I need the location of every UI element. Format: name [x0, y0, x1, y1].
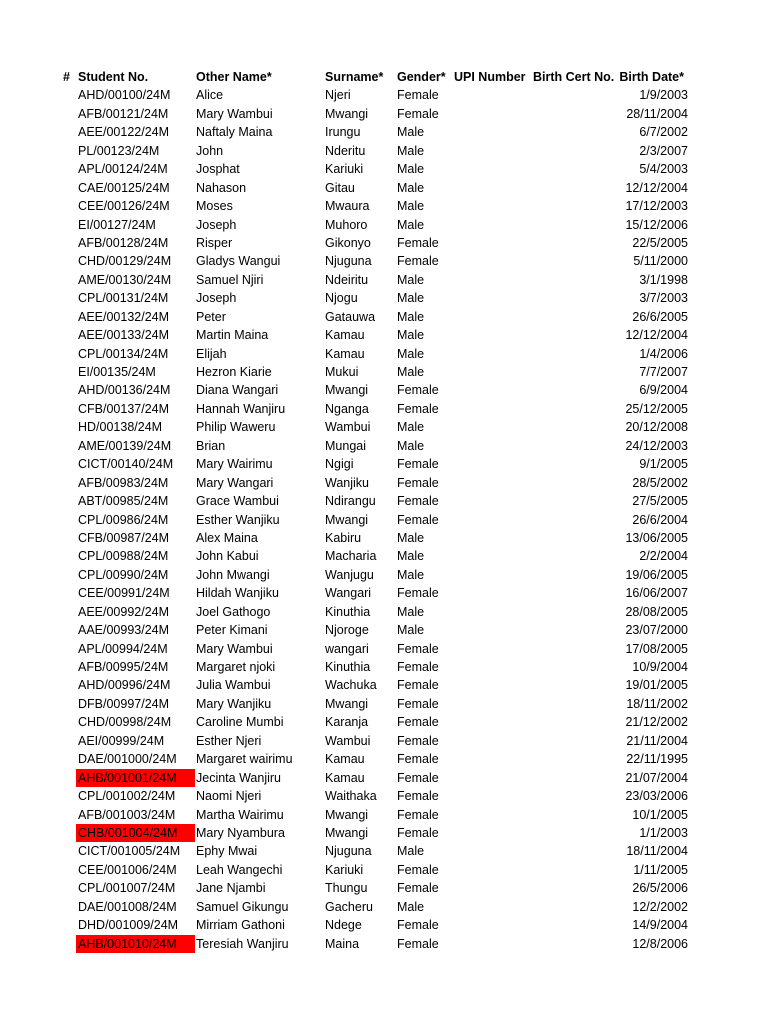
- other-name-cell: Hannah Wanjiru: [196, 401, 286, 416]
- surname-cell: Mwangi: [325, 512, 369, 527]
- table-row: [0, 640, 768, 658]
- gender-cell: Male: [397, 162, 425, 177]
- birth-date-cell: 5/11/2000: [633, 254, 688, 269]
- birth-date-cell: 12/12/2004: [625, 180, 688, 195]
- gender-cell: Female: [397, 807, 439, 822]
- gender-cell: Male: [397, 272, 425, 287]
- gender-cell: Male: [397, 604, 425, 619]
- surname-cell: Kariuki: [325, 162, 364, 177]
- surname-cell: Njeri: [325, 88, 351, 103]
- birth-date-cell: 22/11/1995: [626, 752, 688, 767]
- gender-cell: Female: [397, 752, 439, 767]
- gender-cell: Male: [397, 125, 425, 140]
- surname-cell: Njoroge: [325, 623, 369, 638]
- birth-date-cell: 15/12/2006: [625, 217, 688, 232]
- gender-cell: Male: [397, 899, 425, 914]
- other-name-cell: Peter: [196, 309, 226, 324]
- student-no-cell: AME/00139/24M: [78, 438, 172, 453]
- student-no-cell: AFB/00995/24M: [78, 660, 169, 674]
- surname-cell: Kamau: [325, 752, 365, 767]
- header-upi-number: UPI Number: [454, 70, 526, 84]
- surname-cell: Karanja: [325, 715, 369, 730]
- birth-date-cell: 23/07/2000: [625, 623, 688, 638]
- student-no-cell: AHB/001001/24M: [76, 769, 195, 787]
- table-row: [0, 123, 768, 141]
- header-birth-cert-no: Birth Cert No.: [533, 70, 615, 84]
- header-number: #: [63, 70, 70, 84]
- table-row: [0, 142, 768, 160]
- other-name-cell: Alice: [196, 88, 224, 103]
- gender-cell: Female: [397, 936, 439, 951]
- gender-cell: Male: [397, 309, 425, 324]
- surname-cell: Ndeiritu: [325, 272, 369, 287]
- other-name-cell: Esther Wanjiku: [196, 512, 280, 527]
- other-name-cell: Esther Njeri: [196, 733, 262, 748]
- header-surname: Surname*: [325, 70, 384, 84]
- birth-date-cell: 1/1/2003: [639, 825, 688, 840]
- table-row: [0, 197, 768, 215]
- gender-cell: Female: [397, 715, 439, 730]
- student-no-cell: CHD/00129/24M: [78, 254, 172, 269]
- surname-cell: Kinuthia: [325, 660, 371, 674]
- student-no-cell: AFB/00983/24M: [78, 475, 169, 490]
- birth-date-cell: 12/12/2004: [625, 328, 688, 343]
- header-other-name: Other Name*: [196, 70, 272, 84]
- birth-date-cell: 19/06/2005: [625, 567, 688, 582]
- table-row: [0, 935, 768, 953]
- other-name-cell: John: [196, 143, 224, 158]
- gender-cell: Female: [397, 660, 439, 674]
- table-row: [0, 713, 768, 731]
- student-no-cell: PL/00123/24M: [78, 143, 160, 158]
- table-row: [0, 750, 768, 768]
- other-name-cell: Samuel Njiri: [196, 272, 264, 287]
- student-no-cell: CEE/001006/24M: [78, 862, 177, 877]
- table-row: [0, 806, 768, 824]
- other-name-cell: Joel Gathogo: [196, 604, 271, 619]
- student-no-cell: EI/00135/24M: [78, 365, 156, 379]
- student-no-cell: EI/00127/24M: [78, 217, 156, 232]
- student-no-cell: CPL/001002/24M: [78, 789, 176, 804]
- surname-cell: Nganga: [325, 401, 369, 416]
- student-table: [0, 68, 768, 953]
- other-name-cell: Caroline Mumbi: [196, 715, 284, 730]
- birth-date-cell: 3/7/2003: [639, 291, 688, 306]
- other-name-cell: Naftaly Maina: [196, 125, 273, 140]
- student-no-cell: CICT/001005/24M: [78, 844, 181, 859]
- table-row: [0, 916, 768, 934]
- gender-cell: Male: [397, 530, 425, 545]
- birth-date-cell: 16/06/2007: [625, 586, 688, 601]
- birth-date-cell: 13/06/2005: [625, 530, 688, 545]
- other-name-cell: Mary Wairimu: [196, 457, 273, 472]
- other-name-cell: Ephy Mwai: [196, 844, 258, 859]
- gender-cell: Female: [397, 88, 439, 103]
- birth-date-cell: 17/08/2005: [625, 641, 688, 656]
- table-row: [0, 289, 768, 307]
- gender-cell: Female: [397, 696, 439, 711]
- table-row: [0, 547, 768, 565]
- other-name-cell: Martin Maina: [196, 328, 269, 343]
- gender-cell: Female: [397, 789, 439, 804]
- table-row: [0, 824, 768, 842]
- surname-cell: Waithaka: [325, 789, 377, 804]
- student-no-cell: APL/00994/24M: [78, 641, 168, 656]
- table-row: [0, 345, 768, 363]
- surname-cell: Mwangi: [325, 106, 369, 121]
- table-row: [0, 695, 768, 713]
- gender-cell: Female: [397, 862, 439, 877]
- student-no-cell: CPL/00131/24M: [78, 291, 169, 306]
- student-no-cell: AAE/00993/24M: [78, 623, 170, 638]
- surname-cell: Macharia: [325, 549, 377, 564]
- birth-date-cell: 19/01/2005: [625, 678, 688, 693]
- other-name-cell: Teresiah Wanjiru: [196, 936, 289, 951]
- table-row: [0, 252, 768, 270]
- birth-date-cell: 18/11/2004: [626, 844, 688, 859]
- gender-cell: Male: [397, 844, 425, 859]
- birth-date-cell: 12/8/2006: [632, 936, 688, 951]
- table-row: [0, 732, 768, 750]
- birth-date-cell: 28/11/2004: [626, 106, 688, 121]
- student-no-cell: AFB/00121/24M: [78, 106, 169, 121]
- student-no-cell: AFB/00128/24M: [78, 235, 169, 250]
- surname-cell: Kamau: [325, 770, 365, 785]
- table-row: [0, 326, 768, 344]
- gender-cell: Female: [397, 254, 439, 269]
- other-name-cell: Josphat: [196, 162, 240, 177]
- birth-date-cell: 28/5/2002: [632, 475, 688, 490]
- gender-cell: Male: [397, 623, 425, 638]
- student-no-cell: AHD/00996/24M: [78, 678, 171, 693]
- gender-cell: Female: [397, 918, 439, 933]
- table-row: [0, 234, 768, 252]
- birth-date-cell: 14/9/2004: [632, 918, 688, 933]
- gender-cell: Male: [397, 567, 425, 582]
- birth-date-cell: 21/07/2004: [625, 770, 688, 785]
- table-row: [0, 511, 768, 529]
- table-row: [0, 603, 768, 621]
- table-row: [0, 381, 768, 399]
- birth-date-cell: 23/03/2006: [625, 789, 688, 804]
- birth-date-cell: 17/12/2003: [625, 199, 688, 214]
- gender-cell: Female: [397, 881, 439, 896]
- other-name-cell: Brian: [196, 438, 226, 453]
- table-row: [0, 160, 768, 178]
- header-gender: Gender*: [397, 70, 446, 84]
- student-no-cell: AFB/001003/24M: [78, 807, 176, 822]
- student-no-cell: DAE/001008/24M: [78, 899, 177, 914]
- gender-cell: Male: [397, 199, 425, 214]
- student-no-cell: DHD/001009/24M: [78, 918, 179, 933]
- student-no-cell: AEE/00132/24M: [78, 309, 170, 324]
- surname-cell: Thungu: [325, 881, 368, 896]
- birth-date-cell: 9/1/2005: [639, 457, 688, 472]
- birth-date-cell: 1/9/2003: [639, 88, 688, 103]
- other-name-cell: Mary Nyambura: [196, 825, 285, 840]
- surname-cell: Wanjugu: [325, 567, 374, 582]
- gender-cell: Male: [397, 180, 425, 195]
- surname-cell: Mwangi: [325, 383, 369, 398]
- other-name-cell: Jecinta Wanjiru: [196, 770, 281, 785]
- table-row: [0, 861, 768, 879]
- student-no-cell: AME/00130/24M: [78, 272, 172, 287]
- surname-cell: Kinuthia: [325, 604, 371, 619]
- student-no-cell: ABT/00985/24M: [78, 494, 169, 509]
- surname-cell: Mungai: [325, 438, 366, 453]
- other-name-cell: Naomi Njeri: [196, 789, 262, 804]
- gender-cell: Male: [397, 365, 425, 379]
- gender-cell: Female: [397, 641, 439, 656]
- surname-cell: Kariuki: [325, 862, 364, 877]
- student-no-cell: DAE/001000/24M: [78, 752, 177, 767]
- other-name-cell: Martha Wairimu: [196, 807, 284, 822]
- other-name-cell: Leah Wangechi: [196, 862, 283, 877]
- birth-date-cell: 1/4/2006: [639, 346, 688, 361]
- student-no-cell: CEE/00126/24M: [78, 199, 170, 214]
- header-birth-date: Birth Date*: [619, 70, 684, 84]
- surname-cell: Maina: [325, 936, 360, 951]
- surname-cell: Mwangi: [325, 825, 369, 840]
- surname-cell: Ndege: [325, 918, 362, 933]
- header-row: [0, 68, 768, 86]
- surname-cell: Gacheru: [325, 899, 373, 914]
- surname-cell: Gikonyo: [325, 235, 371, 250]
- gender-cell: Female: [397, 475, 439, 490]
- birth-date-cell: 2/3/2007: [639, 143, 688, 158]
- other-name-cell: Samuel Gikungu: [196, 899, 289, 914]
- birth-date-cell: 21/12/2002: [625, 715, 688, 730]
- birth-date-cell: 7/7/2007: [639, 365, 688, 379]
- table-row: [0, 105, 768, 123]
- student-no-cell: AEI/00999/24M: [78, 733, 165, 748]
- birth-date-cell: 20/12/2008: [625, 420, 688, 435]
- other-name-cell: Philip Waweru: [196, 420, 276, 435]
- other-name-cell: Moses: [196, 199, 233, 214]
- surname-cell: Kamau: [325, 328, 365, 343]
- other-name-cell: Julia Wambui: [196, 678, 271, 693]
- gender-cell: Male: [397, 217, 425, 232]
- gender-cell: Female: [397, 106, 439, 121]
- gender-cell: Female: [397, 401, 439, 416]
- gender-cell: Male: [397, 346, 425, 361]
- other-name-cell: Joseph: [196, 291, 237, 306]
- table-row: [0, 658, 768, 676]
- birth-date-cell: 10/1/2005: [632, 807, 688, 822]
- other-name-cell: Mary Wangari: [196, 475, 274, 490]
- student-no-cell: AEE/00992/24M: [78, 604, 170, 619]
- student-no-cell: CPL/001007/24M: [78, 881, 176, 896]
- gender-cell: Female: [397, 235, 439, 250]
- gender-cell: Male: [397, 143, 425, 158]
- surname-cell: Wangari: [325, 586, 372, 601]
- birth-date-cell: 24/12/2003: [625, 438, 688, 453]
- birth-date-cell: 2/2/2004: [639, 549, 688, 564]
- birth-date-cell: 10/9/2004: [632, 660, 688, 674]
- table-row: [0, 474, 768, 492]
- gender-cell: Female: [397, 733, 439, 748]
- other-name-cell: Jane Njambi: [196, 881, 266, 896]
- surname-cell: Kabiru: [325, 530, 362, 545]
- other-name-cell: Margaret njoki: [196, 660, 276, 674]
- table-row: [0, 418, 768, 436]
- table-row: [0, 216, 768, 234]
- student-no-cell: CICT/00140/24M: [78, 457, 174, 472]
- other-name-cell: Peter Kimani: [196, 623, 268, 638]
- table-row: [0, 492, 768, 510]
- student-no-cell: CPL/00988/24M: [78, 549, 169, 564]
- birth-date-cell: 28/08/2005: [625, 604, 688, 619]
- birth-date-cell: 5/4/2003: [639, 162, 688, 177]
- other-name-cell: Nahason: [196, 180, 247, 195]
- other-name-cell: Margaret wairimu: [196, 752, 293, 767]
- table-row: [0, 363, 768, 381]
- table-row: [0, 179, 768, 197]
- birth-date-cell: 3/1/1998: [639, 272, 688, 287]
- surname-cell: Irungu: [325, 125, 361, 140]
- birth-date-cell: 26/5/2006: [632, 881, 688, 896]
- birth-date-cell: 6/7/2002: [639, 125, 688, 140]
- surname-cell: Gitau: [325, 180, 355, 195]
- gender-cell: Female: [397, 383, 439, 398]
- table-row: [0, 898, 768, 916]
- gender-cell: Female: [397, 586, 439, 601]
- other-name-cell: Joseph: [196, 217, 237, 232]
- table-row: [0, 787, 768, 805]
- table-row: [0, 400, 768, 418]
- table-row: [0, 308, 768, 326]
- surname-cell: Ndirangu: [325, 494, 376, 509]
- student-no-cell: CFB/00987/24M: [78, 530, 170, 545]
- table-row: [0, 676, 768, 694]
- other-name-cell: Gladys Wangui: [196, 254, 281, 269]
- gender-cell: Female: [397, 770, 439, 785]
- surname-cell: Njogu: [325, 291, 358, 306]
- table-row: [0, 86, 768, 104]
- other-name-cell: John Kabui: [196, 549, 259, 564]
- birth-date-cell: 18/11/2002: [626, 696, 688, 711]
- student-no-cell: AEE/00122/24M: [78, 125, 170, 140]
- gender-cell: Male: [397, 420, 425, 435]
- gender-cell: Female: [397, 457, 439, 472]
- other-name-cell: John Mwangi: [196, 567, 270, 582]
- birth-date-cell: 1/11/2005: [633, 862, 688, 877]
- gender-cell: Female: [397, 678, 439, 693]
- surname-cell: Gatauwa: [325, 309, 376, 324]
- surname-cell: Nderitu: [325, 143, 366, 158]
- other-name-cell: Mary Wanjiku: [196, 696, 272, 711]
- table-row: [0, 621, 768, 639]
- student-no-cell: CFB/00137/24M: [78, 401, 170, 416]
- surname-cell: Mwangi: [325, 696, 369, 711]
- student-no-cell: CPL/00990/24M: [78, 567, 169, 582]
- gender-cell: Male: [397, 291, 425, 306]
- surname-cell: Ngigi: [325, 457, 354, 472]
- other-name-cell: Hezron Kiarie: [196, 365, 272, 379]
- other-name-cell: Risper: [196, 235, 233, 250]
- student-no-cell: AHD/00100/24M: [78, 88, 171, 103]
- gender-cell: Female: [397, 512, 439, 527]
- student-no-cell: CAE/00125/24M: [78, 180, 170, 195]
- student-no-cell: CPL/00986/24M: [78, 512, 169, 527]
- table-row: [0, 879, 768, 897]
- birth-date-cell: 22/5/2005: [632, 235, 688, 250]
- surname-cell: wangari: [325, 641, 369, 656]
- birth-date-cell: 25/12/2005: [625, 401, 688, 416]
- student-no-cell: CHD/00998/24M: [78, 715, 172, 730]
- other-name-cell: Diana Wangari: [196, 383, 279, 398]
- other-name-cell: Grace Wambui: [196, 494, 279, 509]
- birth-date-cell: 6/9/2004: [639, 383, 688, 398]
- table-row: [0, 437, 768, 455]
- surname-cell: Kamau: [325, 346, 365, 361]
- table-row: [0, 566, 768, 584]
- birth-date-cell: 26/6/2005: [632, 309, 688, 324]
- table-row: [0, 584, 768, 602]
- surname-cell: Wambui: [325, 420, 371, 435]
- table-row: [0, 769, 768, 787]
- student-no-cell: CPL/00134/24M: [78, 346, 169, 361]
- birth-date-cell: 12/2/2002: [632, 899, 688, 914]
- surname-cell: Wachuka: [325, 678, 377, 693]
- surname-cell: Muhoro: [325, 217, 368, 232]
- other-name-cell: Hildah Wanjiku: [196, 586, 279, 601]
- gender-cell: Female: [397, 494, 439, 509]
- other-name-cell: Mary Wambui: [196, 641, 273, 656]
- birth-date-cell: 27/5/2005: [632, 494, 688, 509]
- student-no-cell: CEE/00991/24M: [78, 586, 170, 601]
- student-no-cell: HD/00138/24M: [78, 420, 163, 435]
- gender-cell: Male: [397, 438, 425, 453]
- birth-date-cell: 26/6/2004: [632, 512, 688, 527]
- student-no-cell: AEE/00133/24M: [78, 328, 170, 343]
- other-name-cell: Alex Maina: [196, 530, 258, 545]
- birth-date-cell: 21/11/2004: [626, 733, 688, 748]
- surname-cell: Njuguna: [325, 254, 372, 269]
- header-student-no: Student No.: [78, 70, 149, 84]
- table-row: [0, 455, 768, 473]
- gender-cell: Male: [397, 328, 425, 343]
- student-no-cell: DFB/00997/24M: [78, 696, 170, 711]
- student-no-cell: AHD/00136/24M: [78, 383, 171, 398]
- surname-cell: Wambui: [325, 733, 371, 748]
- student-no-cell: AHB/001010/24M: [76, 935, 195, 953]
- student-no-cell: CHB/001004/24M: [76, 824, 195, 842]
- surname-cell: Mwangi: [325, 807, 369, 822]
- table-row: [0, 529, 768, 547]
- table-row: [0, 271, 768, 289]
- student-no-cell: APL/00124/24M: [78, 162, 168, 177]
- table-row: [0, 842, 768, 860]
- gender-cell: Female: [397, 825, 439, 840]
- surname-cell: Mwaura: [325, 199, 370, 214]
- other-name-cell: Elijah: [196, 346, 227, 361]
- other-name-cell: Mirriam Gathoni: [196, 918, 285, 933]
- table-body: [0, 86, 768, 953]
- surname-cell: Mukui: [325, 365, 359, 379]
- gender-cell: Male: [397, 549, 425, 564]
- surname-cell: Njuguna: [325, 844, 372, 859]
- surname-cell: Wanjiku: [325, 475, 369, 490]
- other-name-cell: Mary Wambui: [196, 106, 273, 121]
